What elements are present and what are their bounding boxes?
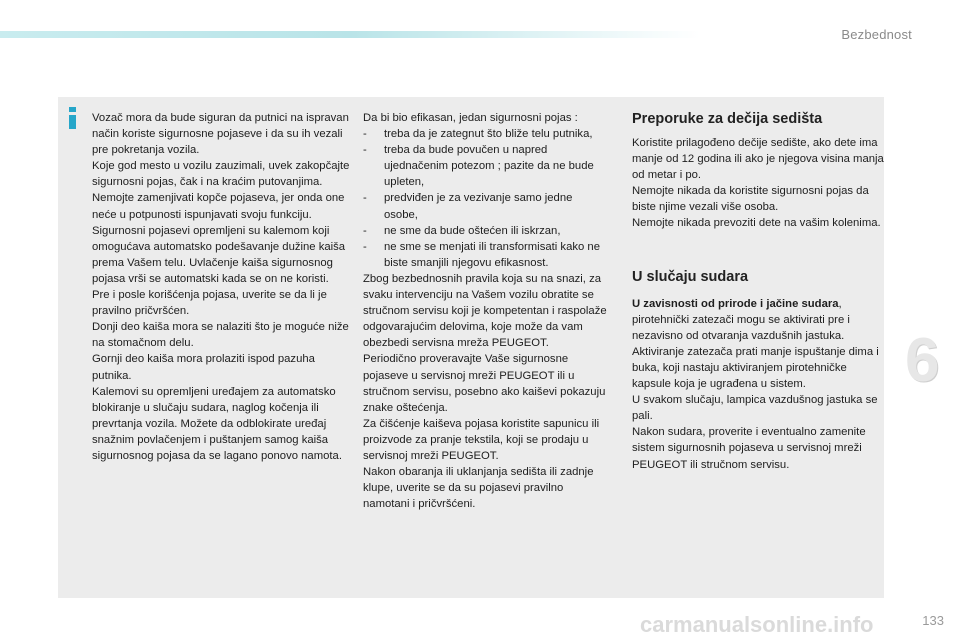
paragraph: U svakom slučaju, lampica vazdušnog jastuka se pali. [632, 394, 878, 423]
paragraph: Pre i posle korišćenja pojasa, uverite se da li je pravilno pričvršćen. [92, 289, 327, 318]
list-item: - ne sme se menjati ili transformisati kako ne biste smanjili njegovu efikasnost. [363, 240, 600, 269]
paragraph: Koje god mesto u vozilu zauzimali, uvek zakopčajte sigurnosni pojas, čak i na kraćim putovanjima. [92, 160, 350, 189]
paragraph: Aktiviranje zatezača prati manje ispuštanje dima i buka, koji nastaju aktiviranjem pirotehničke kapsule koja je ugrađena u sistem. [632, 345, 879, 391]
list-item: - ne sme da bude oštećen ili iskrzan, [363, 223, 609, 239]
watermark: carmanualsonline.info [640, 612, 874, 637]
paragraph: Periodično proveravajte Vaše sigurnosne pojaseve u servisnoj mreži PEUGEOT ili u stručnom servisu, posebno ako kaiševi pokazuju znake oštećenja. [363, 353, 606, 414]
header-accent-bar [0, 31, 700, 38]
list-item: - treba da bude povučen u napred ujednačenim potezom ; pazite da ne bude upleten, [363, 144, 594, 189]
requirements-list [363, 126, 609, 271]
column-child-seats-and-collision [632, 110, 886, 473]
dash-bullet: - [363, 128, 367, 141]
dash-bullet: - [363, 192, 367, 205]
heading-child-seats: Preporuke za dečija sedišta [632, 111, 823, 127]
list-item: - predviđen je za vezivanje samo jedne osobe, [363, 192, 573, 221]
paragraph: Donji deo kaiša mora se nalaziti što je moguće niže na stomačnom delu. [92, 321, 349, 350]
dash-bullet: - [363, 144, 367, 157]
list-item: - treba da je zategnut što bliže telu putnika, [363, 126, 609, 142]
column-seatbelt-guidance [92, 110, 354, 464]
bold-lead: U zavisnosti od prirode i jačine sudara [632, 297, 839, 310]
column-seatbelt-efficiency [363, 110, 609, 512]
dash-bullet: - [363, 224, 367, 237]
paragraph: Za čišćenje kaiševa pojasa koristite sapunicu ili proizvode za pranje tekstila, koji se prodaju u servisnoj mreži PEUGEOT. [363, 417, 600, 462]
paragraph: Gornji deo kaiša mora prolaziti ispod pazuha putnika. [92, 353, 315, 382]
paragraph: Nakon sudara, proverite i eventualno zamenite sistem sigurnosnih pojaseva u servisnoj mreži PEUGEOT ili stručnom servisu. [632, 426, 866, 471]
paragraph: Nakon obaranja ili uklanjanja sedišta ili zadnje klupe, uverite se da su pojasevi pravilno namotani i pričvršćeni. [363, 466, 594, 511]
section-title: Bezbednost [841, 27, 912, 42]
paragraph: Sigurnosni pojasevi opremljeni su kalemom koji omogućava automatsko podešavanje dužine kaiša prema Vašem telu. Uvlačenje kaiša sigurnosnog pojasa vrši se automatski kada se on ne koristi. [92, 224, 346, 285]
dash-bullet: - [363, 240, 367, 253]
paragraph: Nemojte nikada da koristite sigurnosni pojas da biste njime vezali više osoba. [632, 185, 869, 214]
heading-collision: U slučaju sudara [632, 268, 749, 285]
page-number: 133 [922, 613, 944, 628]
paragraph: Nemojte nikada prevoziti dete na vašim kolenima. [632, 217, 881, 230]
paragraph: Koristite prilagođeno dečije sedište, ako dete ima manje od 12 godina ili ako je njegova visina manja od metar i po. [632, 137, 884, 182]
paragraph: Kalemovi su opremljeni uređajem za automatsko blokiranje u slučaju sudara, naglog kočenja ili prevrtanja vozila. Možete da odblokirate uređaj snažnim povlačenjem i puštanjem samog kaiša sigurnosnog pojasa da se lagano ponovo namota. [92, 385, 342, 462]
paragraph: U zavisnosti od prirode i jačine sudara, pirotehnički zatezači mogu se aktivirati pre i nezavisno od otvaranja vazdušnih jastuka. [632, 297, 850, 342]
intro-text: Da bi bio efikasan, jedan sigurnosni pojas : [363, 112, 578, 124]
paragraph: Zbog bezbednosnih pravila koja su na snazi, za svaku intervenciju na Vašem vozilu obratite se stručnom servisu koji je kompetentan i raspolaže odgovarajućim delovima, koje može da vam obezbedi servisna mreža PEUGEOT. [363, 272, 607, 350]
paragraph: Vozač mora da bude siguran da putnici na ispravan način koriste sigurnosne pojaseve i da su ih vezali pre pokretanja vozila. [92, 112, 349, 157]
paragraph: Nemojte zamenjivati kopče pojaseva, jer onda one neće u potpunosti ispunjavati svoju funkciju. [92, 192, 345, 221]
info-icon [66, 107, 80, 129]
chapter-number: 6 [905, 326, 940, 395]
